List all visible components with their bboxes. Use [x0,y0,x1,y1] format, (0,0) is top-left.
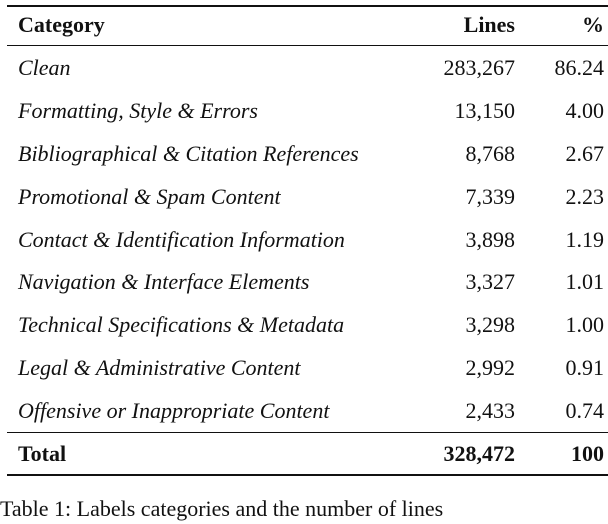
table-row [0,47,608,89]
row-category: Bibliographical & Citation References [18,141,359,166]
total-percent: 100 [571,441,604,466]
row-lines: 2,433 [465,398,515,423]
row-category: Legal & Administrative Content [18,355,301,380]
table-row [0,133,608,175]
header-lines: Lines [463,12,515,37]
row-lines: 13,150 [454,98,515,123]
row-percent: 1.19 [565,227,604,252]
row-lines: 7,339 [465,184,515,209]
table-row [0,390,608,432]
table-row [0,176,608,218]
header-percent: % [582,12,604,37]
row-lines: 8,768 [465,141,515,166]
row-percent: 86.24 [554,55,604,80]
table-row [0,261,608,303]
row-category: Clean [18,55,71,80]
table-row [0,304,608,346]
header-row [0,4,608,46]
total-label: Total [18,441,67,466]
row-percent: 2.67 [565,141,604,166]
table-row [0,347,608,389]
row-category: Technical Specifications & Metadata [18,312,345,337]
total-lines: 328,472 [443,441,515,466]
header-category: Category [18,12,105,37]
row-lines: 3,898 [465,227,515,252]
row-lines: 3,327 [465,269,515,294]
table-row [0,90,608,132]
row-category: Navigation & Interface Elements [18,269,310,294]
row-category: Contact & Identification Information [18,227,345,252]
row-category: Promotional & Spam Content [18,184,281,209]
table-caption: Table 1: Labels categories and the number of lines [0,496,444,521]
row-lines: 3,298 [465,312,515,337]
bottom-rule [7,474,608,476]
row-percent: 0.91 [565,355,604,380]
row-percent: 1.00 [565,312,604,337]
table-row [0,219,608,261]
row-percent: 4.00 [565,98,604,123]
row-percent: 1.01 [565,269,604,294]
row-lines: 2,992 [465,355,515,380]
row-percent: 2.23 [565,184,604,209]
row-category: Formatting, Style & Errors [18,98,258,123]
row-lines: 283,267 [443,55,515,80]
row-category: Offensive or Inappropriate Content [18,398,330,423]
total-row [0,433,608,475]
row-percent: 0.74 [565,398,604,423]
header-rule [7,45,608,46]
